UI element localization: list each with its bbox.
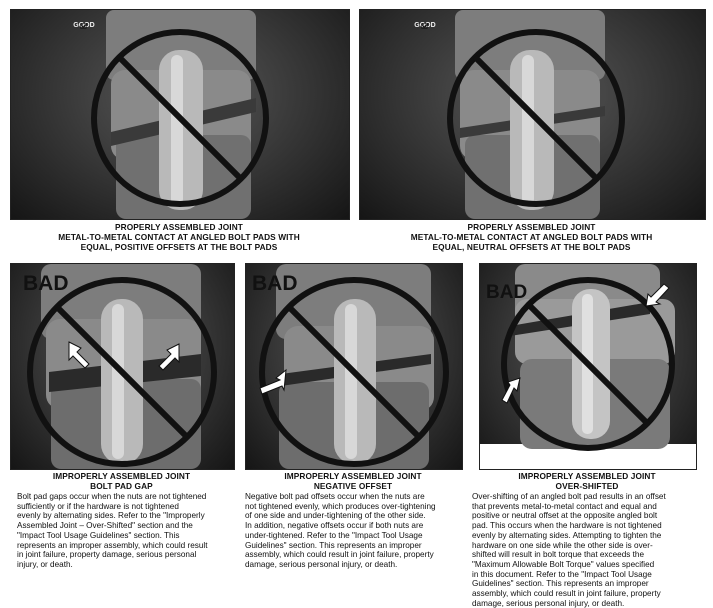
body-line: that prevents metal-to-metal contact and equal and <box>472 501 657 511</box>
bad-caption-3 <box>479 471 695 491</box>
body-line: "Impact Tool Usage Guidelines" section. This <box>17 530 180 540</box>
caption-title: PROPERLY ASSEMBLED JOINT <box>115 222 243 232</box>
body-line: assembly, which could result in joint failure, property <box>472 589 661 599</box>
coupling-illustration <box>11 10 349 219</box>
bad-caption-1 <box>10 471 233 491</box>
body-line: hardware on one side while the other side is over- <box>472 540 653 550</box>
caption-subtitle: NEGATIVE OFFSET <box>313 481 393 491</box>
body-line: damage, serious personal injury, or death. <box>472 598 625 608</box>
caption-title: IMPROPERLY ASSEMBLED JOINT <box>52 471 191 481</box>
bad-badge: BAD <box>486 282 528 303</box>
coupling-illustration <box>360 10 705 219</box>
good-photo-neutral-offset <box>359 9 706 220</box>
good-badge-label: GOOD <box>73 22 95 29</box>
body-line: damage, serious personal injury, or death. <box>245 559 398 569</box>
caption-subtitle: BOLT PAD GAP <box>90 481 153 491</box>
good-badge <box>410 23 440 29</box>
good-badge <box>69 23 99 29</box>
body-line: in joint failure, property damage, serious personal <box>17 550 197 560</box>
body-line: sufficiently or if the hardware is not tightened <box>17 501 179 511</box>
caption-title: IMPROPERLY ASSEMBLED JOINT <box>518 471 656 481</box>
bad-photo-over-shifted <box>479 263 697 470</box>
body-line: Bolt pad gaps occur when the nuts are not tightened <box>17 492 207 501</box>
body-line: Guidelines" section. This represents an improper <box>472 579 649 589</box>
body-line: In addition, negative offsets occur if both nuts are <box>245 521 424 531</box>
caption-line: METAL-TO-METAL CONTACT AT ANGLED BOLT PADS WITH <box>410 232 653 242</box>
body-line: assembly, which could result in joint failure, property <box>245 550 434 560</box>
caption-subtitle: OVER-SHIFTED <box>555 481 619 491</box>
body-line: pad. This occurs when the hardware is not tightened <box>472 521 662 531</box>
body-line: injury, or death. <box>17 559 73 569</box>
body-line: shifted will result in bolt torque that exceeds the <box>472 550 645 560</box>
body-line: Guidelines" section. This represents an improper <box>245 540 422 550</box>
bad-description-1 <box>17 492 237 570</box>
bad-badge: BAD <box>23 272 69 295</box>
good-photo-positive-offset <box>10 9 350 220</box>
body-line: "Maximum Allowable Bolt Torque" values specified <box>472 559 655 569</box>
body-line: of one side and under-tightening of the other side. <box>245 511 426 521</box>
body-line: evenly by alternating sides. Refer to the "Improperly <box>17 511 205 521</box>
caption-line: EQUAL, POSITIVE OFFSETS AT THE BOLT PADS <box>80 242 278 252</box>
body-line: Negative bolt pad offsets occur when the nuts are <box>245 492 425 501</box>
caption-line: METAL-TO-METAL CONTACT AT ANGLED BOLT PADS WITH <box>58 232 300 242</box>
caption-title: IMPROPERLY ASSEMBLED JOINT <box>284 471 422 481</box>
bad-description-2 <box>245 492 467 570</box>
bad-caption-2 <box>245 471 461 491</box>
body-line: positive or neutral offset at the opposite angled bolt <box>472 511 658 521</box>
bad-photo-bolt-pad-gap <box>10 263 235 470</box>
body-line: in this document. Refer to the "Impact Tool Usage <box>472 569 652 579</box>
good-badge-label: GOOD <box>414 22 436 29</box>
body-line: not tightened evenly, which produces over-tightening <box>245 501 436 511</box>
checkmark-icon <box>410 23 440 29</box>
good-caption-1 <box>10 222 348 252</box>
body-line: represents an improper assembly, which could result <box>17 540 208 550</box>
caption-line: EQUAL, NEUTRAL OFFSETS AT THE BOLT PADS <box>432 242 631 252</box>
caption-title: PROPERLY ASSEMBLED JOINT <box>467 222 596 232</box>
body-line: evenly by alternating sides. Attempting to tighten the <box>472 530 662 540</box>
bad-photo-negative-offset <box>245 263 463 470</box>
checkmark-icon <box>69 23 99 29</box>
bad-badge: BAD <box>252 272 298 295</box>
body-line: under-tightened. Refer to the "Impact Tool Usage <box>245 530 423 540</box>
body-line: Assembled Joint – Over-Shifted" section and the <box>17 521 193 531</box>
bad-description-3 <box>472 492 708 608</box>
body-line: Over-shifting of an angled bolt pad results in an offset <box>472 492 666 501</box>
good-caption-2 <box>359 222 704 252</box>
